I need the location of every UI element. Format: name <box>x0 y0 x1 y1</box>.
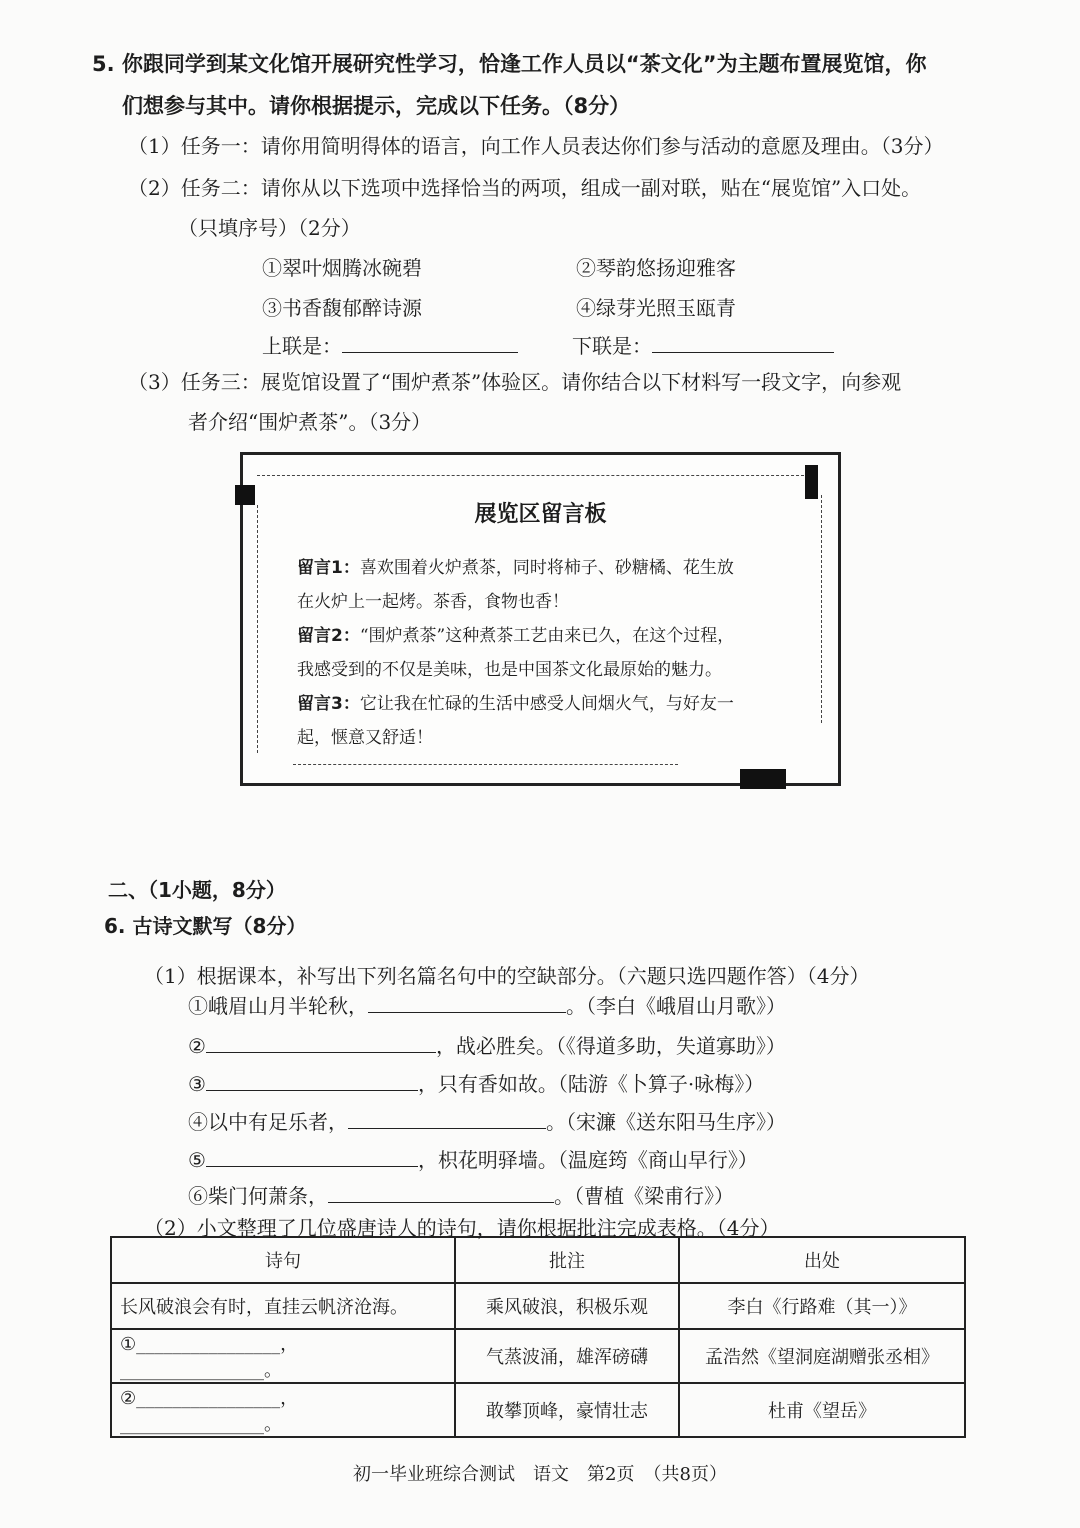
board-dashed-border-left <box>257 505 258 753</box>
recite-item-3-post: ，只有香如故。（陆游《卜算子·咏梅》） <box>417 1072 765 1096</box>
recite-item-2-pre: ② <box>188 1034 206 1058</box>
board-message-1a <box>297 553 734 578</box>
table-row <box>111 1383 965 1437</box>
lower-couplet-blank[interactable] <box>652 334 834 353</box>
poem-table <box>110 1236 966 1438</box>
q5-task2-line1: （2）任务二：请你从以下选项中选择恰当的两项，组成一副对联，贴在“展览馆”入口处。 <box>128 176 922 200</box>
message-1-label: 留言1： <box>297 558 360 578</box>
table-header-row <box>111 1237 965 1283</box>
recite-item-2 <box>188 1030 786 1059</box>
message-3-text-a: 它让我在忙碌的生活中感受人间烟火气，与好友一 <box>359 694 734 714</box>
recite-item-6 <box>188 1180 734 1209</box>
board-message-3a <box>297 689 734 714</box>
option-2: ②琴韵悠扬迎雅客 <box>576 256 736 280</box>
verse-blank-cell[interactable]: ①________________，________________。 <box>111 1329 455 1383</box>
page-footer: 初一毕业班综合测试 语文 第2页 （共8页） <box>353 1464 727 1485</box>
recite-item-4-blank[interactable] <box>348 1110 546 1129</box>
recite-item-6-blank[interactable] <box>328 1184 554 1203</box>
lower-couplet-label: 下联是： <box>572 334 652 358</box>
board-message-3b: 起，惬意又舒适！ <box>297 728 433 748</box>
q6-title: 6. 古诗文默写（8分） <box>104 914 307 938</box>
recite-item-2-blank[interactable] <box>206 1034 436 1053</box>
q5-task2-line2: （只填序号）（2分） <box>178 216 361 240</box>
recite-item-3-blank[interactable] <box>206 1072 418 1091</box>
recite-item-1-pre: ①峨眉山月半轮秋， <box>188 994 368 1018</box>
board-pin-right <box>805 465 818 499</box>
lower-couplet-row <box>572 330 834 359</box>
q6-part2: （2）小文整理了几位盛唐诗人的诗句，请你根据批注完成表格。（4分） <box>144 1216 780 1240</box>
recite-item-6-pre: ⑥柴门何萧条， <box>188 1184 328 1208</box>
source-cell: 杜甫《望岳》 <box>679 1383 965 1437</box>
board-title: 展览区留言板 <box>474 502 607 527</box>
board-pin-bottom <box>740 769 786 789</box>
board-message-2b: 我感受到的不仅是美味，也是中国茶文化最原始的魅力。 <box>297 660 722 680</box>
board-message-2a <box>297 621 734 646</box>
recite-item-3-pre: ③ <box>188 1072 206 1096</box>
header-verse: 诗句 <box>111 1237 455 1283</box>
table-row <box>111 1329 965 1383</box>
recite-item-3 <box>188 1068 764 1097</box>
verse-cell: 长风破浪会有时，直挂云帆济沧海。 <box>111 1283 455 1329</box>
q6-part1: （1）根据课本，补写出下列名篇名句中的空缺部分。（六题只选四题作答）（4分） <box>144 964 870 988</box>
message-2-label: 留言2： <box>297 626 360 646</box>
upper-couplet-label: 上联是： <box>262 334 342 358</box>
board-dashed-border-right <box>821 495 822 723</box>
note-cell: 气蒸波涌，雄浑磅礴 <box>455 1329 679 1383</box>
board-dashed-border-bottom <box>293 764 678 765</box>
header-source: 出处 <box>679 1237 965 1283</box>
q5-stem-line1: 5. 你跟同学到某文化馆开展研究性学习，恰逢工作人员以“茶文化”为主题布置展览馆，你 <box>92 52 927 76</box>
message-1-text-a: 喜欢围着火炉煮茶，同时将柿子、砂糖橘、花生放 <box>359 558 734 578</box>
note-cell: 敢攀顶峰，豪情壮志 <box>455 1383 679 1437</box>
upper-couplet-row <box>262 330 518 359</box>
verse-blank-cell[interactable]: ②________________，________________。 <box>111 1383 455 1437</box>
message-board <box>240 452 841 786</box>
upper-couplet-blank[interactable] <box>342 334 518 353</box>
recite-item-5-blank[interactable] <box>206 1148 418 1167</box>
q5-task3-line1: （3）任务三：展览馆设置了“围炉煮茶”体验区。请你结合以下材料写一段文字，向参观 <box>128 370 902 394</box>
message-2-text-a: “围炉煮茶”这种煮茶工艺由来已久，在这个过程， <box>359 626 735 646</box>
section-2-header: 二、（1小题，8分） <box>108 878 286 902</box>
option-3: ③书香馥郁醉诗源 <box>262 296 422 320</box>
recite-item-1-post: 。（李白《峨眉山月歌》） <box>566 994 786 1018</box>
note-cell: 乘风破浪，积极乐观 <box>455 1283 679 1329</box>
q5-task1: （1）任务一：请你用简明得体的语言，向工作人员表达你们参与活动的意愿及理由。（3分） <box>128 134 944 158</box>
recite-item-6-post: 。（曹植《梁甫行》） <box>554 1184 734 1208</box>
table-row <box>111 1283 965 1329</box>
recite-item-1 <box>188 990 786 1019</box>
recite-item-5 <box>188 1144 758 1173</box>
recite-item-1-blank[interactable] <box>368 994 566 1013</box>
board-message-1b: 在火炉上一起烤。茶香，食物也香！ <box>297 592 569 612</box>
recite-item-4 <box>188 1106 786 1135</box>
board-dashed-border-top <box>257 475 814 476</box>
recite-item-4-post: 。（宋濂《送东阳马生序》） <box>546 1110 786 1134</box>
recite-item-5-pre: ⑤ <box>188 1148 206 1172</box>
recite-item-2-post: ，战必胜矣。（《得道多助，失道寡助》） <box>435 1034 786 1058</box>
option-1: ①翠叶烟腾冰碗碧 <box>262 256 422 280</box>
source-cell: 孟浩然《望洞庭湖赠张丞相》 <box>679 1329 965 1383</box>
option-4: ④绿芽光照玉瓯青 <box>576 296 736 320</box>
q5-stem-line2: 们想参与其中。请你根据提示，完成以下任务。（8分） <box>122 94 631 118</box>
recite-item-4-pre: ④以中有足乐者， <box>188 1110 348 1134</box>
source-cell: 李白《行路难（其一）》 <box>679 1283 965 1329</box>
header-note: 批注 <box>455 1237 679 1283</box>
q5-task3-line2: 者介绍“围炉煮茶”。（3分） <box>188 410 432 434</box>
message-3-label: 留言3： <box>297 694 360 714</box>
recite-item-5-post: ，枳花明驿墙。（温庭筠《商山早行》） <box>417 1148 758 1172</box>
